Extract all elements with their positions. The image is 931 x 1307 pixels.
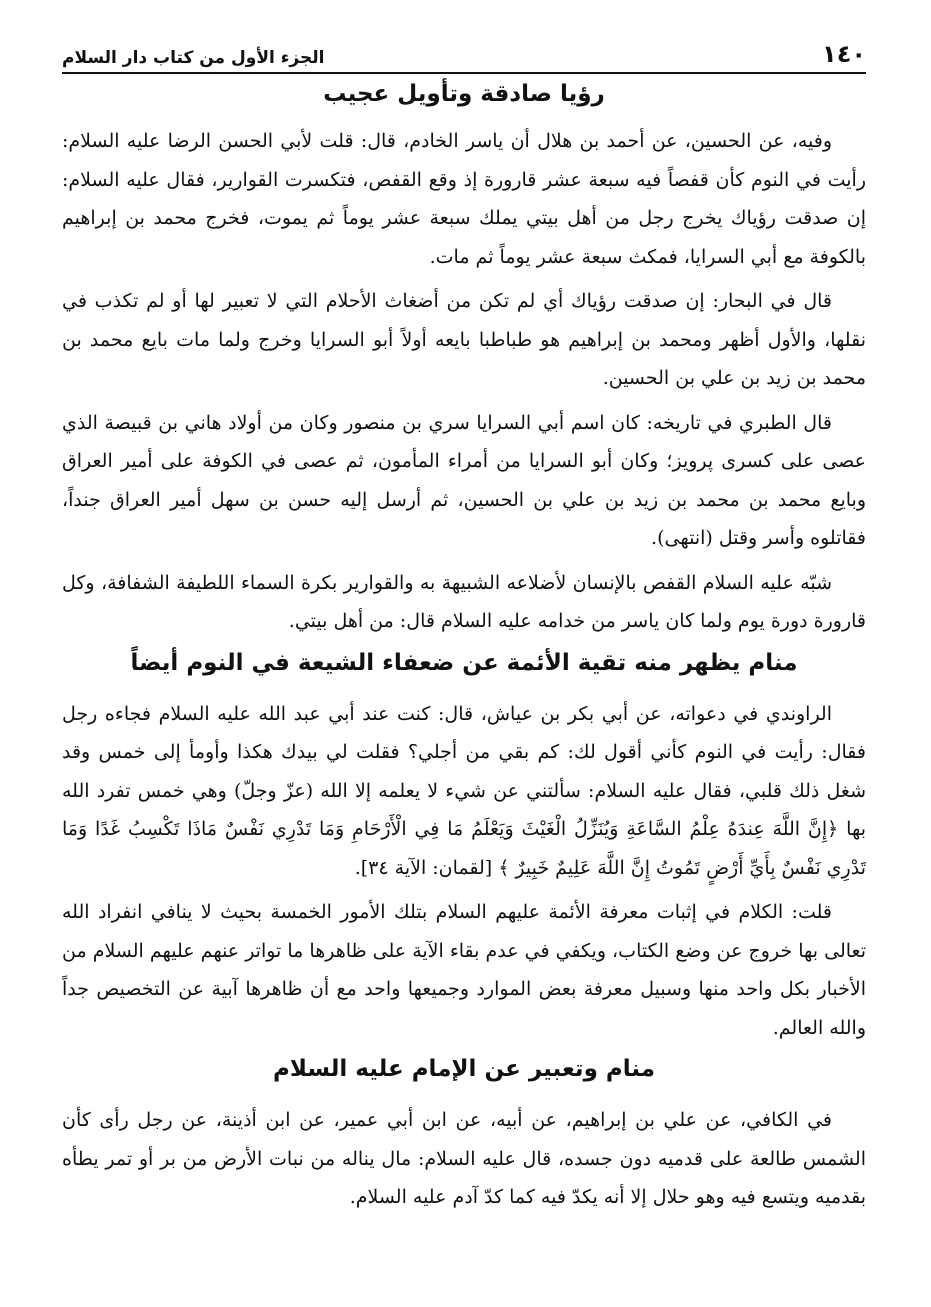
paragraph: قال في البحار: إن صدقت رؤياك أي لم تكن من أضغاث الأحلام التي لا تعبير لها أو لم تكذب في نقلها، والأول أظهر ومحمد بن إبراهيم هو طباطبا بايعه أولاً أبو السرايا وخرج ولما مات بايع محمد بن محمد بن زيد بن علي بن الحسين. (62, 290, 866, 389)
section-imams-taqiyya (62, 641, 866, 1048)
paragraph: الراوندي في دعواته، عن أبي بكر بن عياش، قال: كنت عند أبي عبد الله عليه السلام فجاءه رجل فقال: رأيت في النوم كأني أقول لك: كم بقي من أجلي؟ فقلت لي بيدك هكذا وأومأ إلى خمس وقد شغل ذلك قلبي، فقال عليه السلام: سألتني عن شيء لا يعلمه إلا الله (عزّ وجلّ) وهي خمس تفرد الله بها ﴿إِنَّ اللَّهَ عِندَهُ عِلْمُ السَّاعَةِ وَيُنَزِّلُ الْغَيْثَ وَيَعْلَمُ مَا فِي الْأَرْحَامِ وَمَا تَدْرِي نَفْسٌ مَاذَا تَكْسِبُ غَدًا وَمَا تَدْرِي نَفْسٌ بِأَيِّ أَرْضٍ تَمُوتُ إِنَّ اللَّهَ عَلِيمٌ خَبِيرٌ ﴾ [لقمان: الآية ٣٤]. (62, 702, 866, 879)
section-title: رؤيا صادقة وتأويل عجيب (323, 81, 605, 107)
running-header (62, 28, 866, 74)
paragraph: قال الطبري في تاريخه: كان اسم أبي السرايا سري بن منصور وكان من أولاد هاني بن قبيصة الذي عصى على كسرى پرويز؛ وكان أبو السرايا من أمراء المأمون، ثم عصى في الكوفة على أمير العراق وبايع محمد بن محمد بن زيد بن علي بن الحسين، ثم أرسل إليه حسن بن سهل أمير العراق جنداً، فقاتلوه وأسر وقتل (انتهى). (62, 411, 866, 549)
book-title: الجزء الأول من كتاب دار السلام (62, 48, 325, 68)
page-number: ١٤٠ (822, 40, 866, 68)
section-title: منام يظهر منه تقية الأئمة عن ضعفاء الشيعة في النوم أيضاً (130, 649, 798, 676)
paragraph: شبّه عليه السلام القفص بالإنسان لأضلاعه الشبيهة به والقوارير بكرة السماء اللطيفة الشفافة، وكل قارورة دورة يوم ولما كان ياسر من خدامه عليه السلام قال: من أهل بيتي. (62, 571, 866, 632)
section-dream-interpretation (62, 1047, 866, 1217)
paragraph: وفيه، عن الحسين، عن أحمد بن هلال أن ياسر الخادم، قال: قلت لأبي الحسن الرضا عليه السلام: رأيت في النوم كأن قفصاً فيه سبعة عشر قارورة إذ وقع القفص، فتكسرت القوارير، فقال عليه السلام: إن صدقت رؤياك يخرج رجل من أهل بيتي يملك سبعة عشر يوماً ثم يموت، فخرج محمد بن إبراهيم بالكوفة مع أبي السرايا، فمكث سبعة عشر يوماً ثم مات. (62, 130, 866, 268)
paragraph: قلت: الكلام في إثبات معرفة الأئمة عليهم السلام بتلك الأمور الخمسة بحيث لا ينافي انفراد الله تعالى بها خروج عن وضع الكتاب، ويكفي في عدم بقاء الآية على ظاهرها ما تواتر عنهم عليهم السلام من الأخبار بكل واحد منها وسبيل معرفة بعض الموارد وجميعها واحد مع أن ظاهرها آبية عن التخصيص جداً والله العالم. (62, 901, 866, 1039)
paragraph: في الكافي، عن علي بن إبراهيم، عن أبيه، عن ابن أبي عمير، عن ابن أذينة، عن رجل رأى كأن الشمس طالعة على قدميه دون جسده، قال عليه السلام: مال يناله من نبات الأرض من بر أو تمر يطأه بقدميه ويتسع فيه وهو حلال إلا أنه يكدّ فيه كما كدّ آدم عليه السلام. (62, 1109, 866, 1208)
section-truthful-dream (62, 74, 866, 641)
section-title: منام وتعبير عن الإمام عليه السلام (273, 1056, 655, 1082)
book-page (62, 28, 866, 1217)
